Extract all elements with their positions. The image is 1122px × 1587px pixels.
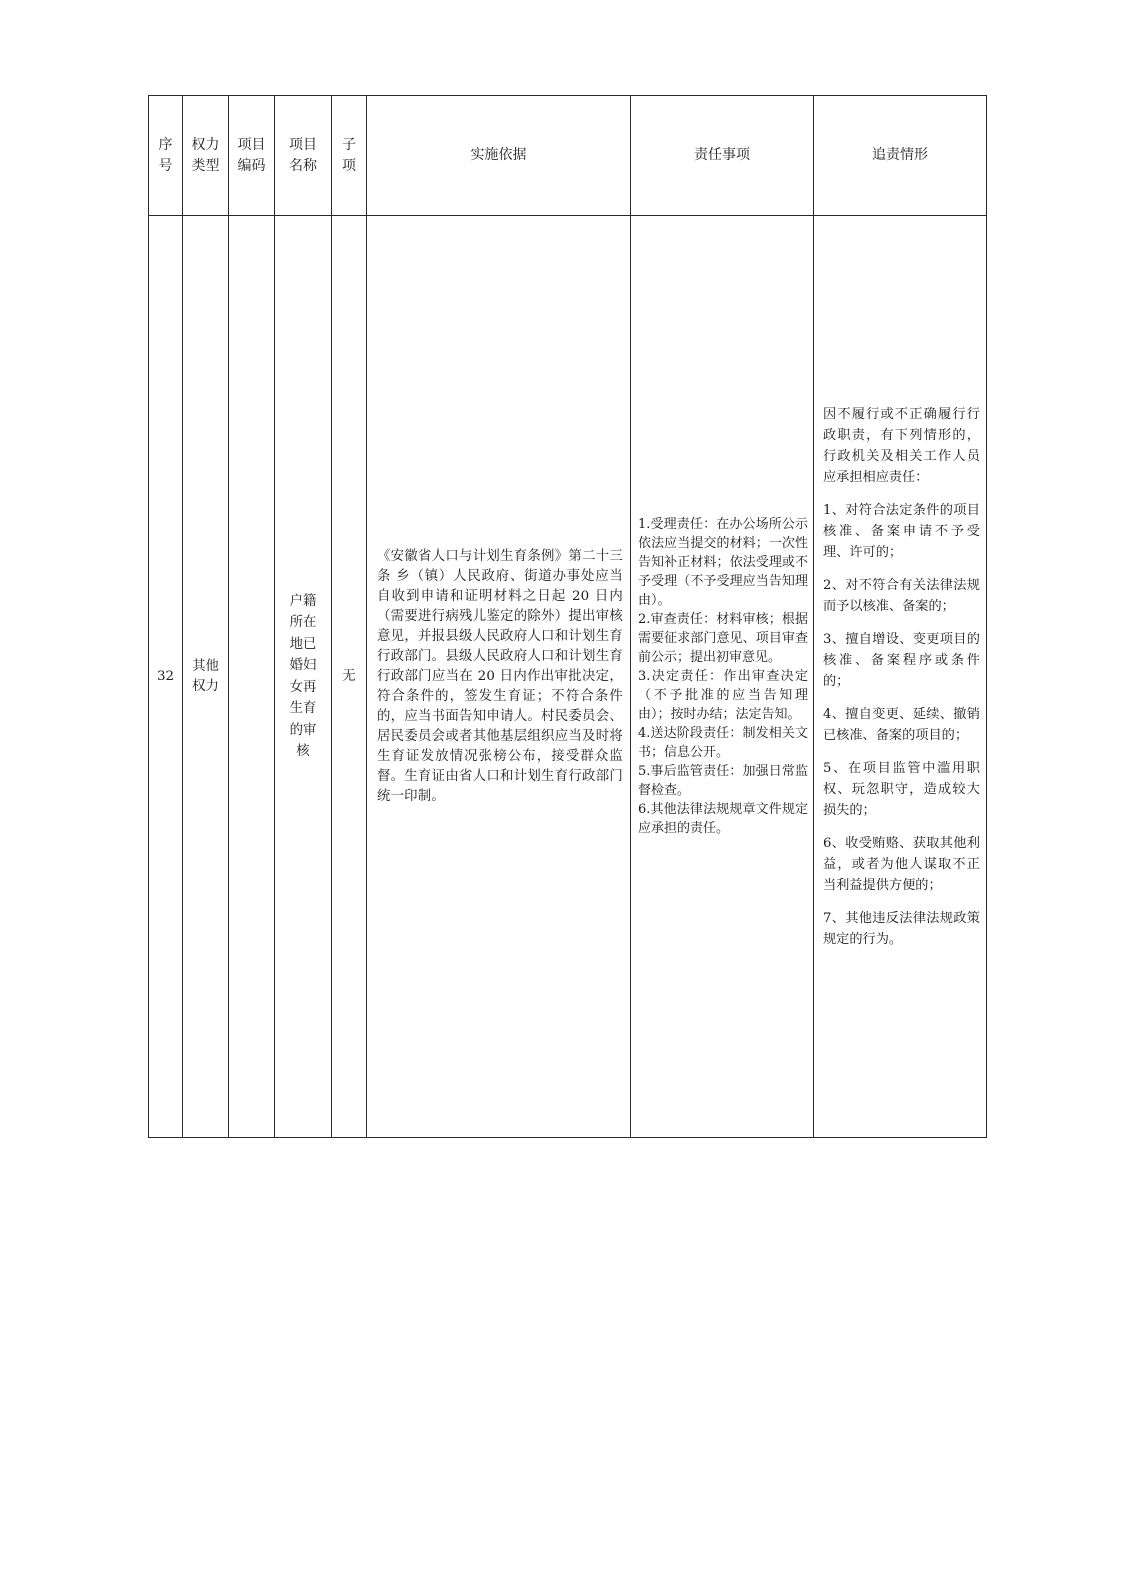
accountability-item: 1、对符合法定条件的项目核准、备案申请不予受理、许可的； [823, 502, 980, 560]
cell-duty [631, 216, 814, 1138]
accountability-item: 5、在项目监管中滥用职权、玩忽职守，造成较大损失的； [823, 760, 980, 818]
header-item-name: 项目 名称 [275, 96, 332, 216]
header-accountability: 追责情形 [814, 96, 987, 216]
duty-item: 4.送达阶段责任：制发相关文书；信息公开。 [638, 726, 808, 760]
accountability-item: 4、擅自变更、延续、撤销已核准、备案的项目的； [823, 706, 980, 743]
duty-item: 5.事后监管责任：加强日常监督检查。 [638, 764, 808, 798]
duty-item: 3.决定责任：作出审查决定（不予批准的应当告知理由）；按时办结；法定告知。 [638, 669, 808, 722]
accountability-item: 2、对不符合有关法律法规而予以核准、备案的； [823, 577, 980, 614]
table-header-row [149, 96, 987, 216]
cell-accountability [814, 216, 987, 1138]
duty-item: 1.受理责任：在办公场所公示依法应当提交的材料；一次性告知补正材料；依法受理或不予受理（不予受理应当告知理由）。 [638, 517, 808, 608]
header-sub-item: 子 项 [332, 96, 367, 216]
header-power-type: 权力 类型 [183, 96, 229, 216]
cell-power-type: 其他 权力 [183, 216, 229, 1138]
cell-seq: 32 [149, 216, 183, 1138]
duty-item: 6.其他法律法规规章文件规定应承担的责任。 [638, 802, 808, 836]
accountability-item: 7、其他违反法律法规政策规定的行为。 [823, 910, 980, 947]
header-duty: 责任事项 [631, 96, 814, 216]
header-seq: 序 号 [149, 96, 183, 216]
cell-item-name: 户籍 所在 地已 婚妇 女再 生育 的审 核 [275, 216, 332, 1138]
accountability-intro: 因不履行或不正确履行行政职责，有下列情形的，行政机关及相关工作人员应承担相应责任： [823, 406, 980, 485]
header-basis: 实施依据 [367, 96, 631, 216]
header-item-code: 项目 编码 [229, 96, 275, 216]
accountability-item: 3、擅自增设、变更项目的核准、备案程序或条件的； [823, 631, 980, 689]
table-row [149, 216, 987, 1138]
cell-item-code [229, 216, 275, 1138]
power-list-table [148, 95, 987, 1138]
accountability-item: 6、收受贿赂、获取其他利益，或者为他人谋取不正当利益提供方便的； [823, 835, 980, 893]
cell-sub-item: 无 [332, 216, 367, 1138]
cell-basis: 《安徽省人口与计划生育条例》第二十三条 乡（镇）人民政府、街道办事处应当自收到申请和证明材料之日起 20 日内（需要进行病残儿鉴定的除外）提出审核意见，并报县级人民政府人口和计划生育行政部门。县级人民政府人口和计划生育行政部门应当在 20 日内作出审批决定，符合条件的，签发生育证；不符合条件的，应当书面告知申请人。村民委员会、居民委员会或者其他基层组织应当及时将生育证发放情况张榜公布，接受群众监督。生育证由省人口和计划生育行政部门统一印制。 [367, 216, 631, 1138]
duty-item: 2.审查责任：材料审核；根据需要征求部门意见、项目审查前公示；提出初审意见。 [638, 612, 808, 665]
